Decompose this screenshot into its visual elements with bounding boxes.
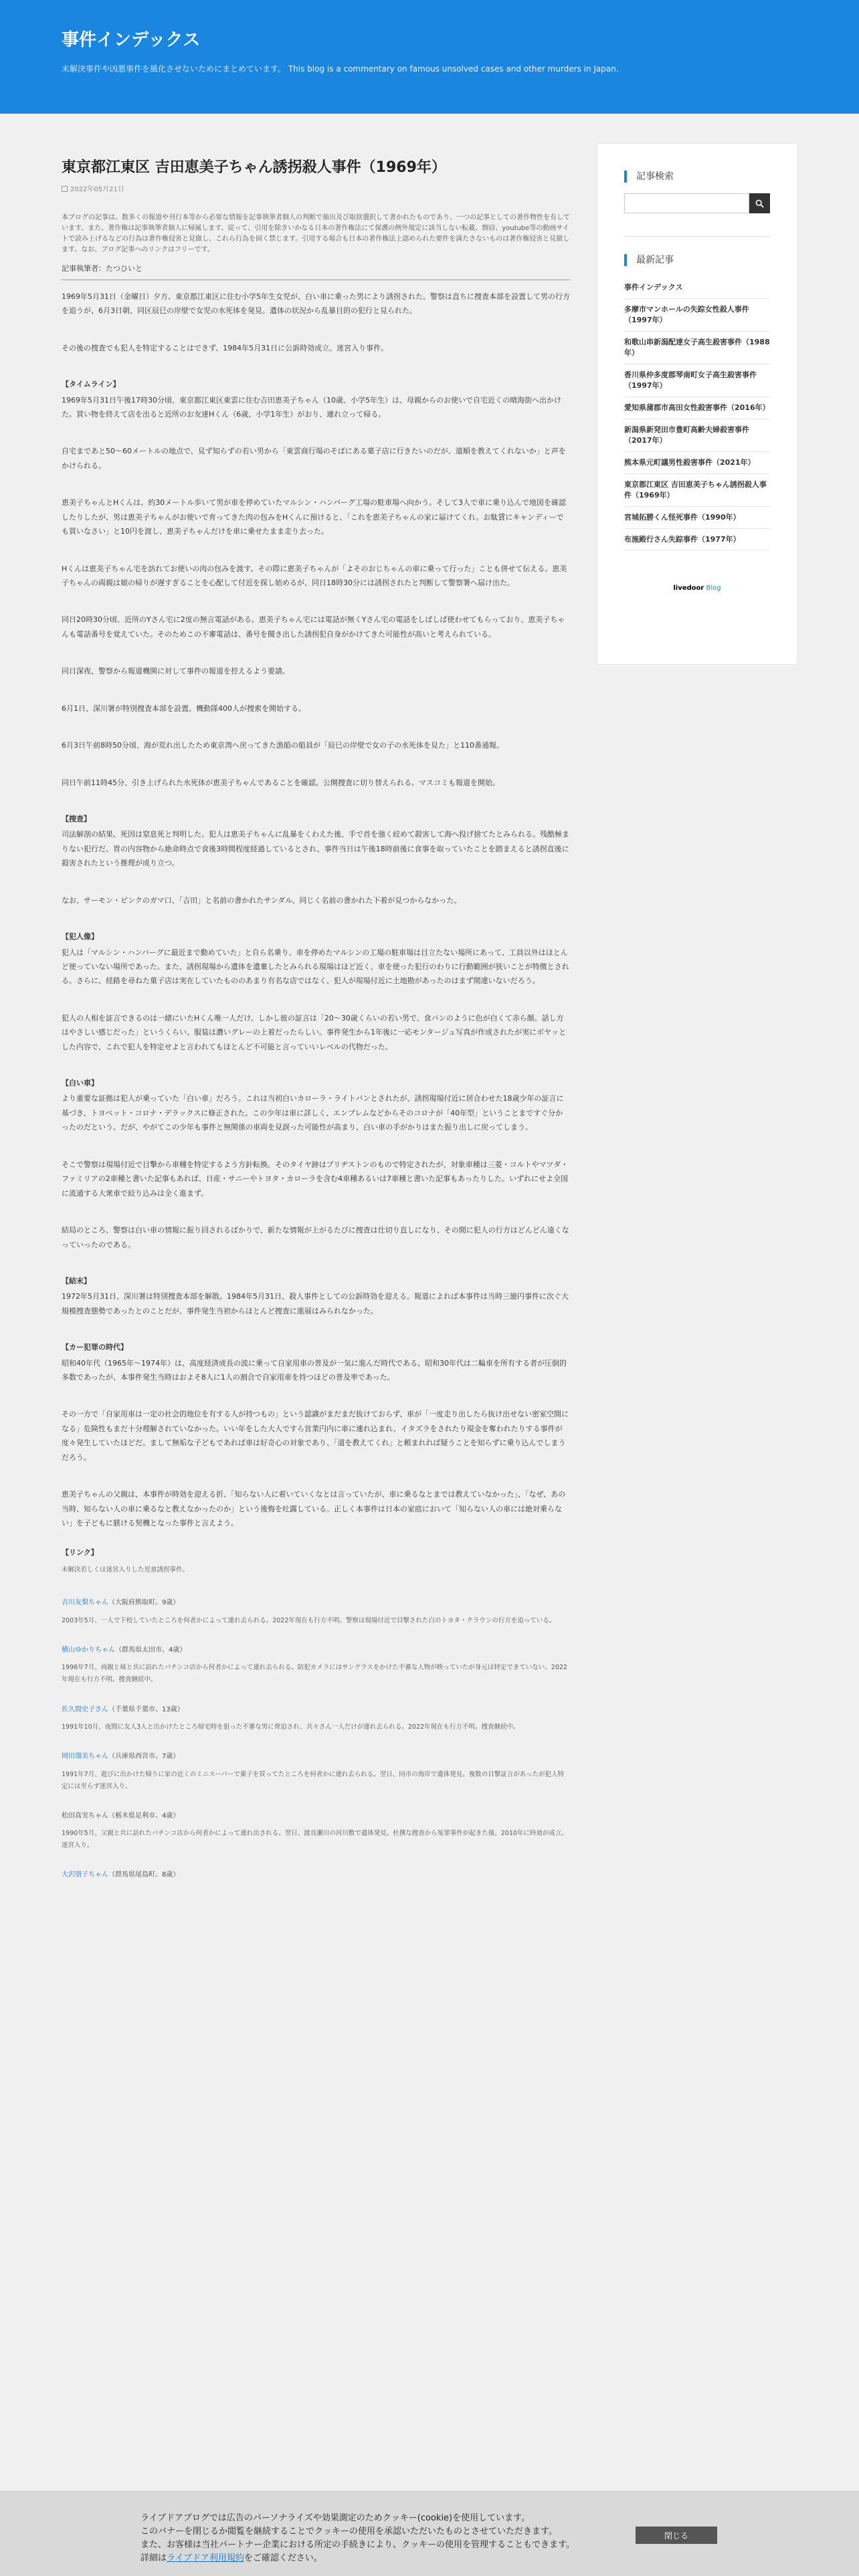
site-description: 未解決事件や凶悪事件を風化させないためにまとめています。 This blog is a commentary on famous unsolved cases and other murders in Japan. <box>62 64 619 74</box>
link-meta: （兵庫県西宮市、7歳） <box>108 1753 180 1761</box>
paragraph: そこで警察は現場付近で目撃から車種を特定するよう方針転換。そのタイヤ跡はブリヂストンのもので特定されたが、対象車種は三菱・コルトやマツダ・ファミリアの2車種と書いた記事もあれば、日産・サニーやトヨタ・カローラを含む4車種あるいは7車種と書いた記事もあったりした。いずれにせよ全国に流通する大衆車で絞り込みは全く進まず。 <box>62 1160 569 1198</box>
paragraph: 犯人は「マルシン・ハンバーグに最近まで勤めていた」と自ら名乗り、車を停めたマルシンの工場の駐車場は目立たない場所にあって、工員以外はほとんど使っていない場所であった。また、誘拐現場から遺体を遺棄したとみられる現場はほど近く、車を使った犯行のわりに行動範囲が狭いことが特徴とされる。さらに、経路を尋ねた菓子店は実在していたもののあまり有名な店ではなく、犯人が現場付近に土地勘があったのはまず間違いないだろう。 <box>62 948 569 986</box>
link-meta: （群馬県太田市、4歳） <box>115 1646 187 1654</box>
recent-article-link[interactable]: 愛知県蒲郡市高田女性殺害事件（2016年） <box>624 397 770 419</box>
logo-blog-text: Blog <box>706 584 721 593</box>
recent-article-link[interactable]: 宮城拓勝くん怪死事件（1990年） <box>624 507 770 529</box>
link-description: 1990年5月、父親と共に訪れたパチンコ店から何者かによって連れ出される。翌日、渡良瀬川の河川敷で遺体発見。杜撰な捜査から冤罪事件が起きた後、2010年に時効が成立。迷宮入り。 <box>62 1830 568 1850</box>
page-body <box>62 154 797 1899</box>
paragraph: 犯人の人相を証言できるのは一緒にいたHくん唯一人だけ。しかし彼の証言は「20～30歳くらいの若い男で、食パンのように色が白くて赤ら顔。話し方はやさしい感じだった」というくらい。服装は濃いグレーの上着だったらしい。事件発生から1年後に一応モンタージュ写真が作成されたが実にボヤッとした内容で、これで犯人を特定せよと言われてもほとんど不可能と言っていいレベルの代物だった。 <box>62 1013 567 1051</box>
related-link: 松田真実ちゃん <box>62 1812 108 1820</box>
paragraph: 同日深夜、警察から報道機関に対して事件の報道を控えるよう要請。 <box>62 667 290 676</box>
paragraph: 結局のところ、警察は白い車の情報に振り回されるばかりで、新たな情報が上がるたびに捜査は仕切り直しになり、その間に犯人の行方はどんどん遠くなっていったのである。 <box>62 1226 569 1249</box>
section-heading-investigation: 【捜査】 <box>62 815 91 824</box>
search-icon <box>755 199 764 208</box>
link-meta: （群馬県尾島町、8歳） <box>108 1871 180 1879</box>
paragraph: Hくんは恵美子ちゃん宅を訪れてお使いの肉の包みを渡す。その際に恵美子ちゃんが「よそのおじちゃんの車に乗って行った」ことも併せて伝える。恵美子ちゃんの両親は娘の帰りが遅すぎることを心配して付近を探し始めるが、同日18時30分には誘拐されたと判断して警察署へ届け出た。 <box>62 564 567 587</box>
paragraph: 1969年5月31日（金曜日）夕方、東京都江東区に住む小学5年生女児が、白い車に乗った男により誘拐された。警察は直ちに捜査本部を設置して男の行方を追うが、6月3日朝、同区辰巳の岸壁で女児の水死体を発見。遺体の状況から乱暴目的の犯行と見られた。 <box>62 292 570 316</box>
section-heading-white-car: 【白い車】 <box>62 1079 98 1088</box>
related-link[interactable]: 岡田瑠美ちゃん <box>62 1753 108 1761</box>
site-header <box>0 0 859 114</box>
paragraph: その一方で「自家用車は一定の社会的地位を有する人が持つもの」という認識がまだまだ抜けておらず、車が「一度走り出したら抜け出せない密室空間になる」危険性もまだ十分理解されていなかった。いい年をした大人ですら営業円内に車に連れ込まれ、イタズラをされたり現金を奪われたりする事件が度々発生していたほどだ。まして無垢な子どもであれば車は好奇心の対象であり、「道を教えてくれ」と頼まれれば疑うことを知らずに乗り込んでしまうだろう。 <box>62 1410 569 1462</box>
search-button[interactable] <box>749 193 770 213</box>
cookie-text: 詳細は <box>140 2553 167 2564</box>
link-description: 1991年10月、夜間に友人3人と出かけたところ帰宅時を狙った不審な男に脅迫され、共々さん一人だけが連れ去られる。2022年現在も行方不明。捜査継続中。 <box>62 1723 520 1731</box>
link-meta: （大阪府熊取町、9歳） <box>108 1599 180 1607</box>
site-title[interactable]: 事件インデックス <box>62 30 201 50</box>
related-link[interactable]: 吉川友梨ちゃん <box>62 1599 108 1607</box>
search-heading: 記事検索 <box>624 171 770 183</box>
search-input[interactable] <box>624 193 749 213</box>
recent-article-link[interactable]: 香川県仲多度郡琴南町女子高生殺害事件（1997年） <box>624 364 770 397</box>
paragraph: 同日20時30分頃、近所のYさん宅に2度の無言電話がある。恵美子ちゃん宅には電話が無くYさん宅の電話をしばしば使わせてもらっており、恵美子ちゃんも電話番号を覚えていた。そのためこの不審電話は、番号を聞き出した誘拐犯自身がかけてきた可能性が高いと考えられている。 <box>62 615 565 639</box>
related-link-item <box>62 1597 570 1627</box>
related-link-item <box>62 1869 570 1882</box>
section-heading-car-crime-era: 【カー犯罪の時代】 <box>62 1343 128 1352</box>
terms-link[interactable]: ライブドア利用規約 <box>167 2553 244 2564</box>
divider <box>624 236 770 237</box>
recent-article-link[interactable]: 東京都江東区 吉田恵美子ちゃん誘拐殺人事件（1969年） <box>624 474 770 507</box>
link-description: 2003年5月、一人で下校していたところを何者かによって連れ去られる。2022年現在も行方不明。警察は現場付近で目撃された白のトヨタ・クラウンの行方を追っている。 <box>62 1616 556 1624</box>
section-heading-ending: 【結末】 <box>62 1276 91 1285</box>
section-heading-suspect: 【犯人像】 <box>62 932 98 942</box>
cookie-banner <box>0 2491 859 2576</box>
related-links-list <box>62 1597 570 1881</box>
paragraph: 同日午前11時45分、引き上げられた水死体が恵美子ちゃんであることを確認。公開捜査に切り替えられる。マスコミも報道を開始。 <box>62 778 500 787</box>
paragraph: 6月3日午前8時50分頃、海が荒れ出したため東京湾へ戻ってきた漁船の船員が「辰巳の岸壁で女の子の水死体を見た」と110番通報。 <box>62 741 504 750</box>
related-link[interactable]: 横山ゆかりちゃん <box>62 1646 115 1654</box>
paragraph: より重要な証拠は犯人が乗っていた「白い車」だろう。これは当初白いカローラ・ライトバンとされたが、誘拐現場付近に居合わせた18歳少年の証言に基づき、トヨペット・コロナ・デラックスに修正された。この少年は車に詳しく、エンブレムなどからそのコロナが「40年型」ということまですぐ分かったのだという。だが、やがてこの少年も事件と無関係の車両を見誤った可能性が高まり、白い車の手がかりはまた振り出しに戻ってしまう。 <box>62 1094 564 1132</box>
related-link-item <box>62 1704 570 1734</box>
recent-article-link[interactable]: 布施殿行さん失踪事件（1977年） <box>624 529 770 551</box>
recent-article-link[interactable]: 新潟県新発田市豊町高齢夫婦殺害事件（2017年） <box>624 419 770 452</box>
related-link-item <box>62 1751 570 1793</box>
logo-livedoor-text: livedoor <box>673 584 704 593</box>
recent-articles-list <box>624 277 770 550</box>
cookie-close-button[interactable]: 閉じる <box>636 2527 717 2544</box>
related-link-item <box>62 1644 570 1687</box>
paragraph: 恵美子ちゃんの父親は、本事件が時効を迎える折、「知らない人に着いていくなとは言っていたが、車に乗るなとまでは教えていなかった」、「なぜ、あの当時、知らない人の車に乗るなと教えなかったのか」という後悔を吐露している。正しく本事件は日本の家庭において「知らない人の車には絶対乗らない」を子どもに躾ける契機となった事件と言えよう。 <box>62 1490 566 1528</box>
article-title[interactable]: 東京都江東区 吉田恵美子ちゃん誘拐殺人事件（1969年） <box>62 159 446 176</box>
recent-article-link[interactable]: 事件インデックス <box>624 277 770 299</box>
paragraph: 自宅まであと50～60メートルの地点で、見ず知らずの若い男から「東雲商行場のそばにある菓子店に行きたいのだが、道順を教えてくれないか」と声をかけられる。 <box>62 447 566 470</box>
recent-article-link[interactable]: 和歌山串新潟配達女子高生殺害事件（1988年） <box>624 332 770 364</box>
paragraph: 1969年5月31日午後17時30分頃、東京都江東区東雲に住む吉田恵美子ちゃん（10歳、小学5年生）は、母親からのお使いで自宅近くの晴海街へ出かけた。買い物を終えて店を出ると近所のお友達Hくん（6歳、小学1年生）がおり、連れ立って帰る。 <box>62 395 561 419</box>
cookie-line: ライブドアブログでは広告のパーソナライズや効果測定のためクッキー(cookie)を使用しています。 <box>140 2513 531 2523</box>
paragraph: 6月1日、深川署が特別捜査本部を設置。機動隊400人が捜索を開始する。 <box>62 704 306 713</box>
cookie-message <box>140 2512 609 2566</box>
recent-article-link[interactable]: 多摩市マンホールの失踪女性殺人事件（1997年） <box>624 299 770 332</box>
related-link-item <box>62 1810 570 1852</box>
article <box>62 154 570 1899</box>
paragraph: 1972年5月31日、深川署は特別捜査本部を解散。1984年5月31日、殺人事件としての公訴時効を迎える。報道によれば本事件は当時三億円事件に次ぐ大規模捜査態勢であったとのことだが、事件発生当初からほとんど捜査に進展はみられなかった。 <box>62 1292 569 1315</box>
article-author: 記事執筆者：たつひいと <box>62 262 570 280</box>
cookie-line: また、お客様は当社パートナー企業における所定の手続きにより、クッキーの使用を管理することもできます。 <box>140 2540 575 2551</box>
article-date <box>62 184 570 197</box>
search-form <box>624 193 770 213</box>
related-link[interactable]: 大沢朋子ちゃん <box>62 1871 108 1879</box>
copyright-disclaimer: 本ブログの記事は、数多くの報道や刊行本等から必要な情報を記事執筆者個人の判断で抽出及び取捨選択して書かれたものであり、一つの記事としての著作物性を有しています。また、著作権は記事執筆者個人に帰属します。従って、引用を除きいかなる日本の著作権法にて保護の例外規定に該当しない転載、剽窃、youtube等の動画サイトで読み上げるなどの行為は著作権侵害と見做し、これら行為を固く禁じます。引用する場合も日本の著作権法上認められた要件を満たさないものは著作権侵害と見做します。なお、ブログ記事へのリンクはフリーです。 <box>62 213 570 253</box>
link-meta: （栃木県足利市、4歳） <box>108 1812 180 1820</box>
paragraph: 恵美子ちゃんとHくんは、約30メートル歩いて男が車を停めていたマルシン・ハンバーグ工場の駐車場へ向かう。そして3人で車に乗り込んで地図を確認したりしたが、男は恵美子ちゃんがお使いで育ってきた肉の包みをHくんに預けると、「これを恵美子ちゃんの家に届けてくれ。お駄賃にキャンディーでも買いなさい」と10円を渡し、恵美子ちゃんだけを車に乗せたまま走り去った。 <box>62 498 566 536</box>
section-heading-timeline: 【タイムライン】 <box>62 380 120 389</box>
link-meta: （千葉県千葉市、13歳） <box>108 1705 184 1713</box>
paragraph: その後の捜査でも犯人を特定することはできず、1984年5月31日に公訴時効成立。迷宮入り事件。 <box>62 343 389 352</box>
related-link[interactable]: 佐久間史子さん <box>62 1705 108 1713</box>
paragraph: 司法解剖の結果、死因は窒息死と判明した。犯人は恵美子ちゃんに乱暴をくわえた後、手で首を強く絞めて殺害して海へ投げ捨てたとみられる。残酷極まりない犯行だ。胃の内容物から絶命時点で食後3時間程度経過しているとされ、事件当日は午後18時前後に食事を取っていたことを踏まえると誘拐直後に殺害されたという推理が成り立つ。 <box>62 830 569 868</box>
cookie-line <box>140 2552 609 2565</box>
links-note: 未解決若しくは迷宮入りした児童誘拐事件。 <box>62 1566 189 1574</box>
calendar-icon <box>62 186 68 192</box>
cookie-text: をご確認ください。 <box>244 2553 322 2564</box>
sidebar <box>597 143 797 665</box>
date-text: 2022年05月21日 <box>70 186 124 193</box>
cookie-line: このバナーを閉じるか閲覧を継続することでクッキーの使用を承認いただいたものとさせていただきます。 <box>140 2527 557 2537</box>
link-description: 1996年7月、両親と妹と共に訪れたパチンコ店から何者かによって連れ去られる。防犯カメラにはサングラスをかけた不審な人物が映っていたが身元は特定できていない。2022年現在も行方不明。捜査継続中。 <box>62 1664 567 1684</box>
recent-article-link[interactable]: 熊本県元町議男性殺害事件（2021年） <box>624 452 770 474</box>
livedoor-blog-logo[interactable] <box>624 582 770 595</box>
paragraph: なお、サーモン・ピンクのガマ口、「吉田」と名前の書かれたサンダル、同じく名前の書かれた下着が見つからなかった。 <box>62 895 462 905</box>
recent-heading: 最新記事 <box>624 254 770 266</box>
paragraph: 昭和40年代（1965年～1974年）は、高度経済成長の波に乗って自家用車の普及が一気に進んだ時代である。昭和30年代は二輪車を所有する者が圧倒的多数であったが、本事件発生当時はおよそ8人に1人の割合で自家用車を持つほどの普及率であった。 <box>62 1358 567 1382</box>
link-description: 1991年7月、遊びに出かけた帰りに家の近くのミニスーパーで菓子を買ってたところを何者かに連れ去られる。翌日、同市の海岸で遺体発見。複数の目撃証言があったが犯人特定には至らず迷宮入り。 <box>62 1770 565 1790</box>
section-heading-links: 【リンク】 <box>62 1548 98 1558</box>
